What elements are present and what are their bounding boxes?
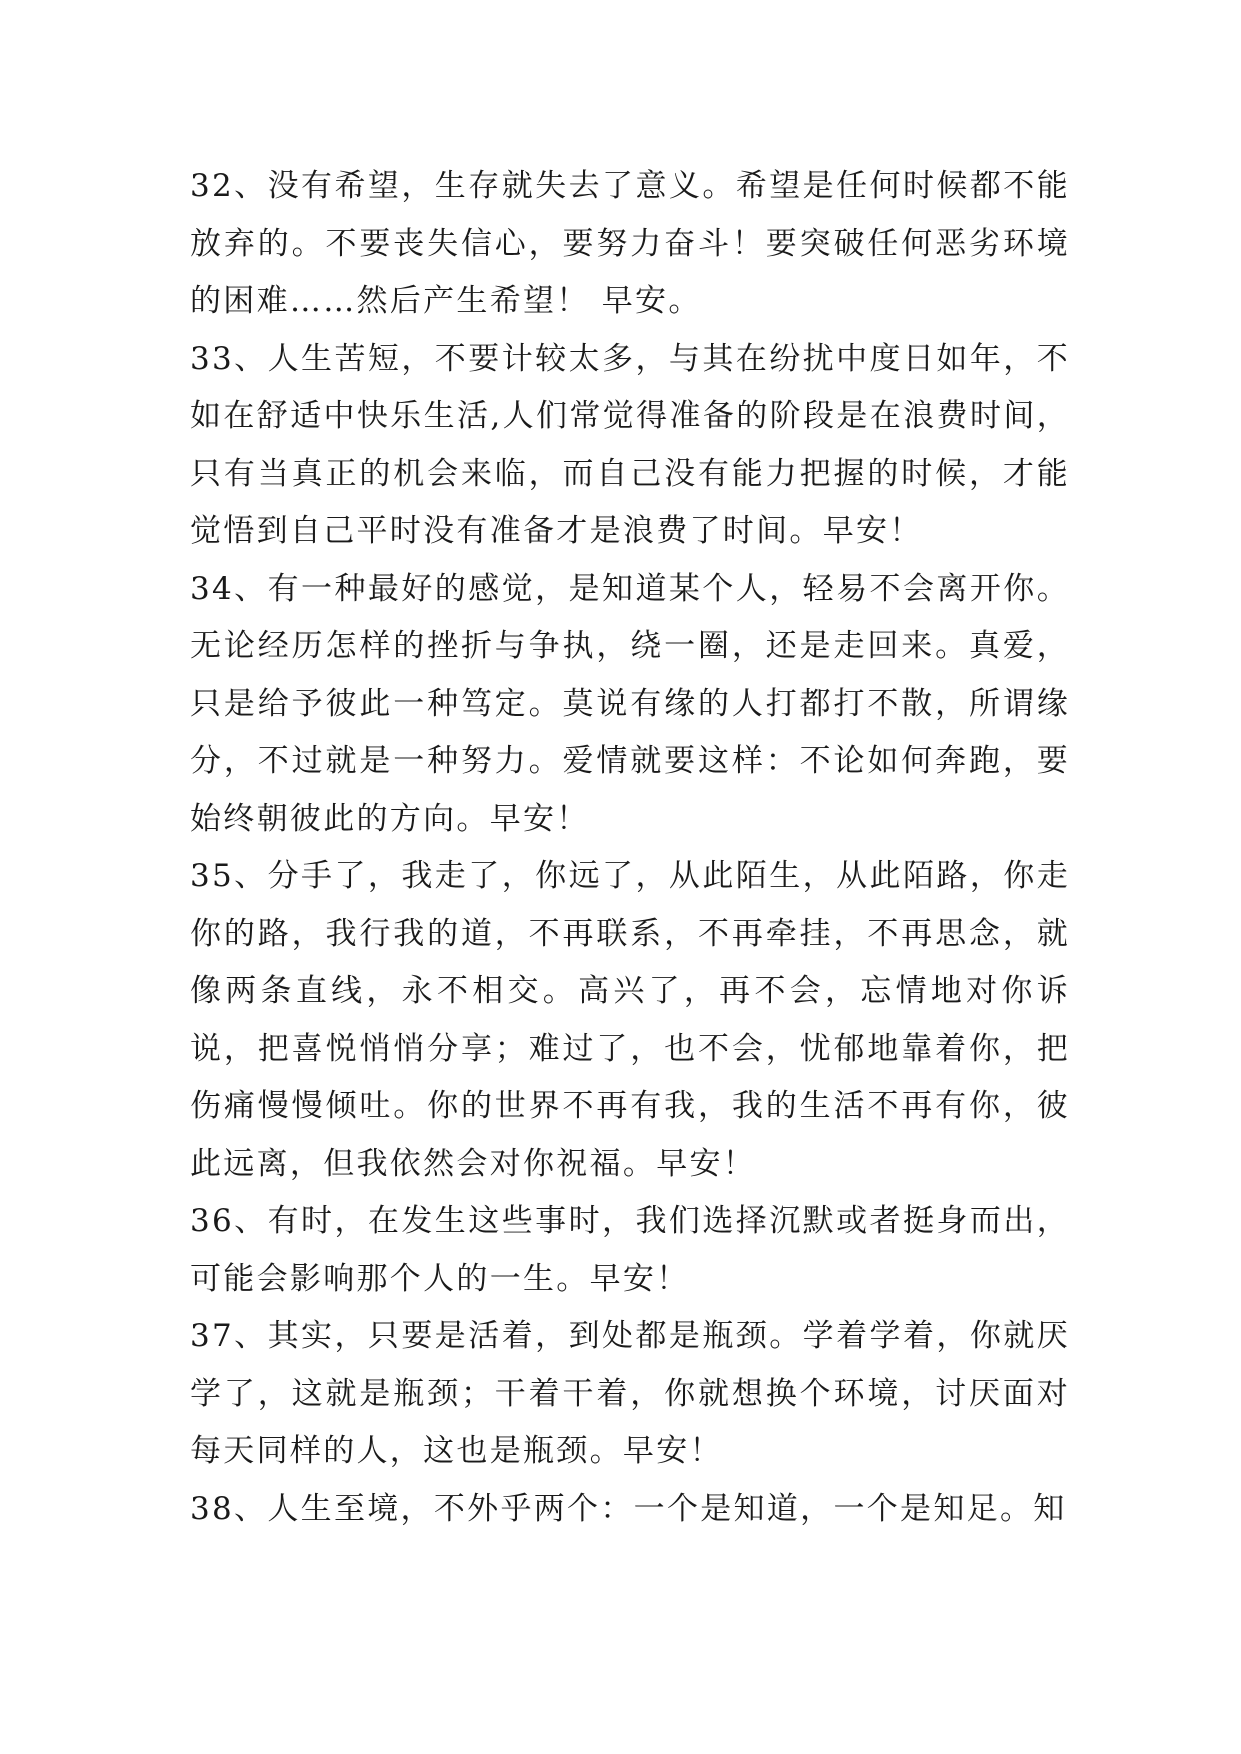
paragraph-37: 37、其实，只要是活着，到处都是瓶颈。学着学着，你就厌学了，这就是瓶颈；干着干着，你就想换个环境，讨厌面对每天同样的人，这也是瓶颈。早安！ — [190, 1318, 1070, 1469]
document-body — [190, 158, 1070, 1538]
paragraph-32: 32、没有希望，生存就失去了意义。希望是任何时候都不能放弃的。不要丧失信心，要努力奋斗！要突破任何恶劣环境的困难……然后产生希望！ 早安。 — [190, 168, 1070, 319]
paragraph-38: 38、人生至境，不外乎两个：一个是知道，一个是知足。知 — [190, 1490, 1067, 1527]
paragraph-35: 35、分手了，我走了，你远了，从此陌生，从此陌路，你走你的路，我行我的道，不再联系，不再牵挂，不再思念，就像两条直线，永不相交。高兴了，再不会，忘情地对你诉说，把喜悦悄悄分享；难过了，也不会，忧郁地靠着你，把伤痛慢慢倾吐。你的世界不再有我，我的生活不再有你，彼此远离，但我依然会对你祝福。早安！ — [190, 858, 1070, 1182]
paragraph-36: 36、有时，在发生这些事时，我们选择沉默或者挺身而出，可能会影响那个人的一生。早安！ — [190, 1203, 1070, 1297]
paragraph-33: 33、人生苦短，不要计较太多，与其在纷扰中度日如年，不如在舒适中快乐生活,人们常觉得准备的阶段是在浪费时间，只有当真正的机会来临，而自己没有能力把握的时候，才能觉悟到自己平时没有准备才是浪费了时间。早安！ — [190, 340, 1070, 549]
paragraph-34: 34、有一种最好的感觉，是知道某个人，轻易不会离开你。无论经历怎样的挫折与争执，绕一圈，还是走回来。真爱，只是给予彼此一种笃定。莫说有缘的人打都打不散，所谓缘分，不过就是一种努力。爱情就要这样：不论如何奔跑，要始终朝彼此的方向。早安！ — [190, 570, 1070, 837]
